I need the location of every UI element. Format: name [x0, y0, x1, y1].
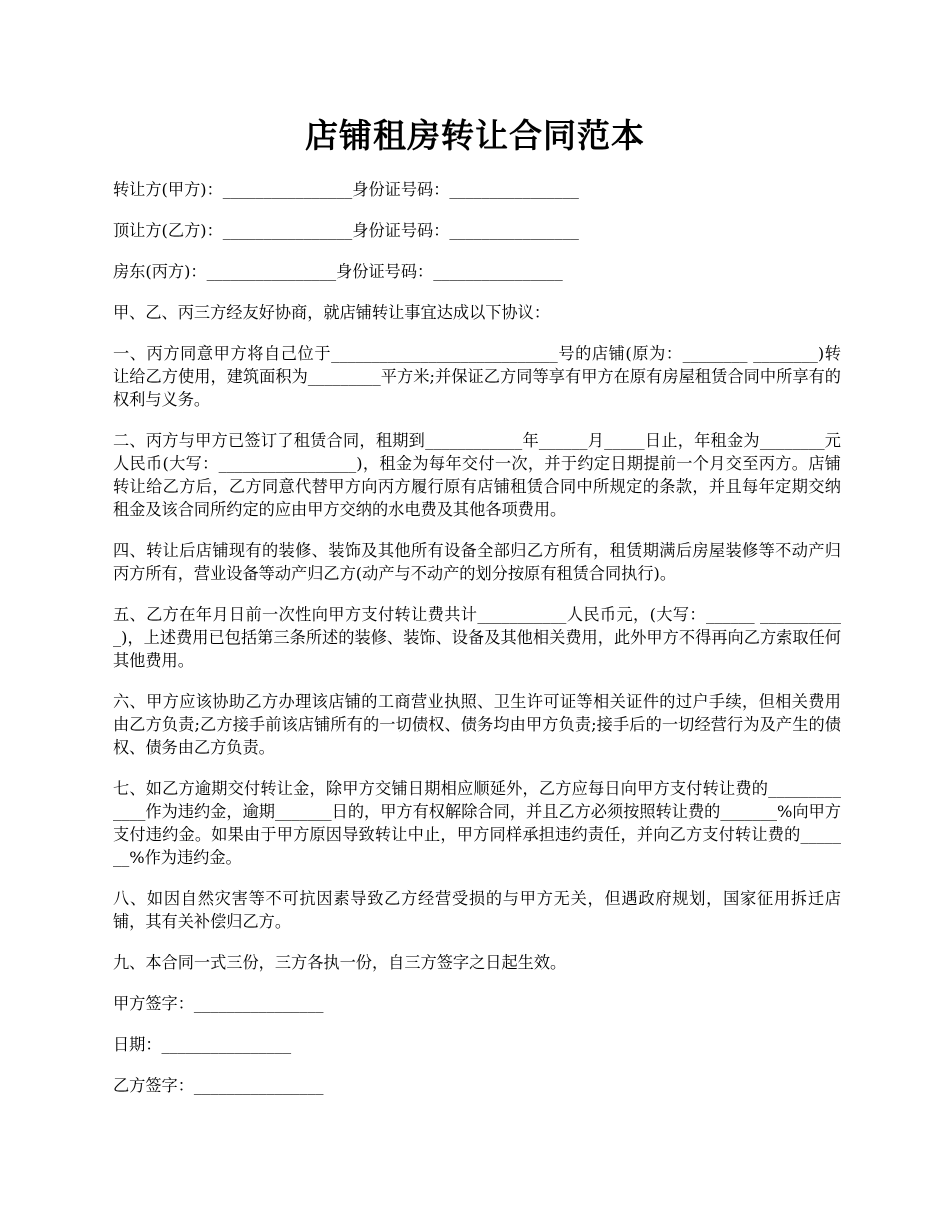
clause-1: 一、丙方同意甲方将自己位于____________________________号的店铺(原为：________ ________)转让给乙方使用，建筑面积为_________平方米;并保证乙方同等享有甲方在原有房屋租赁合同中所享有的权利与义务。	[113, 344, 841, 409]
clause-7: 七、如乙方逾期交付转让金，除甲方交铺日期相应顺延外，乙方应每日向甲方支付转让费的_____________作为违约金，逾期_______日的，甲方有权解除合同，并且乙方必须按照转让费的_______%向甲方支付违约金。如果由于甲方原因导致转让中止，甲方同样承担违约责任，并向乙方支付转让费的_______%作为违约金。	[113, 779, 841, 867]
agreement-intro: 甲、乙、丙三方经友好协商，就店铺转让事宜达成以下协议：	[113, 303, 551, 322]
clause-2: 二、丙方与甲方已签订了租赁合同，租期到____________年______月_____日止，年租金为________元人民币(大写：_________________)，租金为每年交付一次，并于约定日期提前一个月交至丙方。店铺转让给乙方后，乙方同意代替甲方向丙方履行原有店铺租赁合同中所规定的条款，并且每年定期交纳租金及该合同所约定的应由甲方交纳的水电费及其他各项费用。	[113, 431, 841, 519]
party-b-signature: 乙方签字：________________	[113, 1076, 324, 1095]
clause-8: 八、如因自然灾害等不可抗因素导致乙方经营受损的与甲方无关，但遇政府规划，国家征用拆迁店铺，其有关补偿归乙方。	[113, 889, 841, 931]
party-b-line: 顶让方(乙方)：________________身份证号码：________________	[113, 221, 579, 240]
document-title: 店铺租房转让合同范本	[305, 116, 645, 155]
document-body	[113, 178, 841, 1115]
clause-9: 九、本合同一式三份，三方各执一份，自三方签字之日起生效。	[113, 953, 567, 972]
clause-5: 五、乙方在年月日前一次性向甲方支付转让费共计___________人民币元，(大写：______ ___________)，上述费用已包括第三条所述的装修、装饰、设备及其他相关费用，此外甲方不得再向乙方索取任何其他费用。	[113, 605, 841, 670]
signature-date: 日期：________________	[113, 1035, 292, 1054]
party-c-line: 房东(丙方)：________________身份证号码：________________	[113, 262, 563, 281]
party-a-signature: 甲方签字：________________	[113, 994, 324, 1013]
clause-4: 四、转让后店铺现有的装修、装饰及其他所有设备全部归乙方所有，租赁期满后房屋装修等不动产归丙方所有，营业设备等动产归乙方(动产与不动产的划分按原有租赁合同执行)。	[113, 541, 841, 583]
clause-6: 六、甲方应该协助乙方办理该店铺的工商营业执照、卫生许可证等相关证件的过户手续，但相关费用由乙方负责;乙方接手前该店铺所有的一切债权、债务均由甲方负责;接手后的一切经营行为及产生的债权、债务由乙方负责。	[113, 692, 841, 757]
party-a-line: 转让方(甲方)：________________身份证号码：________________	[113, 180, 579, 199]
